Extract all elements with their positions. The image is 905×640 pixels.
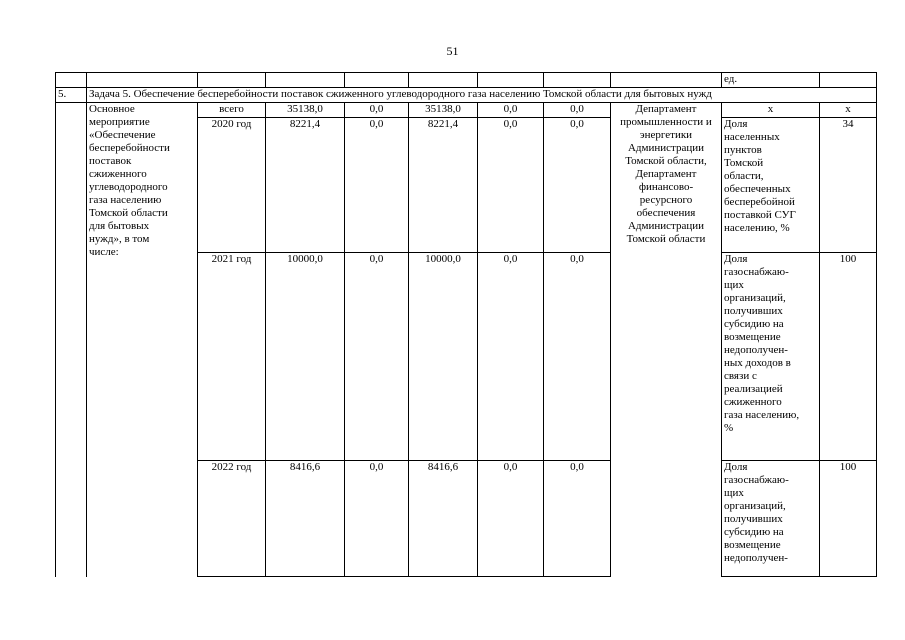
indicator-line: газоснабжаю-	[724, 474, 789, 486]
indicator-line: газа населению,	[724, 409, 800, 421]
indicator-line: %	[724, 422, 734, 434]
activity-name-line: Томской области	[89, 207, 168, 219]
activity-name-line: газа населению	[89, 194, 162, 206]
indicator-line: Доля	[724, 461, 748, 473]
executor-line: обеспечения	[636, 207, 696, 219]
page-number: 51	[446, 44, 459, 58]
other-cell: 0,0	[544, 253, 611, 461]
activity-name-line: нужд», в том	[89, 233, 150, 245]
indicator-line: газоснабжаю-	[724, 266, 789, 278]
total-cell: 35138,0	[266, 103, 345, 118]
activity-name-line: числе:	[89, 246, 119, 258]
federal-cell: 0,0	[345, 253, 409, 461]
indicator-line: связи с	[724, 370, 757, 382]
indicator-line: ных доходов в	[724, 357, 791, 369]
indicator-value: 100	[820, 461, 877, 577]
federal-cell: 0,0	[345, 103, 409, 118]
indicator-line: бесперебойной	[724, 196, 795, 208]
executor-line: финансово-	[638, 181, 694, 193]
indicator-line: получивших	[724, 305, 783, 317]
period-cell: 2021 год	[198, 253, 266, 461]
executor-line: энергетики	[639, 129, 693, 141]
total-cell: 8221,4	[266, 118, 345, 253]
indicator-value: 100	[820, 253, 877, 461]
executor-line: ресурсного	[639, 194, 693, 206]
executor-line: Администрации	[627, 220, 705, 232]
indicator-line: населению, %	[724, 222, 790, 234]
indicator-line: возмещение	[724, 331, 781, 343]
executor-line: Томской области	[626, 233, 706, 245]
regional-cell: 8221,4	[409, 118, 478, 253]
indicator-line: щих	[724, 279, 744, 291]
activity-name-line: поставок	[89, 155, 132, 167]
federal-cell: 0,0	[345, 118, 409, 253]
activity-name	[87, 103, 198, 577]
task-title: Задача 5. Обеспечение бесперебойности поставок сжиженного углеводородного газа населению Томской области для бытовых нужд	[87, 88, 877, 103]
indicator-name: х	[722, 103, 820, 118]
indicator-name	[722, 461, 820, 577]
executor-line: Департамент	[635, 168, 697, 180]
other-cell: 0,0	[544, 118, 611, 253]
indicator-line: реализацией	[724, 383, 783, 395]
indicator-line: пунктов	[724, 144, 762, 156]
indicator-line: субсидию на	[724, 526, 784, 538]
indicator-line: населенных	[724, 131, 780, 143]
regional-cell: 35138,0	[409, 103, 478, 118]
federal-cell: 0,0	[345, 461, 409, 577]
indicator-line: организаций,	[724, 292, 786, 304]
indicator-line: недополучен-	[724, 344, 788, 356]
program-table	[55, 72, 877, 577]
indicator-line: недополучен-	[724, 552, 788, 564]
indicator-value: 34	[820, 118, 877, 253]
executor-line: промышленности и	[620, 116, 712, 128]
indicator-line: возмещение	[724, 539, 781, 551]
period-cell: 2022 год	[198, 461, 266, 577]
indicator-line: сжиженного	[724, 396, 782, 408]
regional-cell: 8416,6	[409, 461, 478, 577]
executor-line: Департамент	[635, 103, 697, 115]
regional-cell: 10000,0	[409, 253, 478, 461]
indicator-line: области,	[724, 170, 764, 182]
activity-name-line: «Обеспечение	[89, 129, 156, 141]
local-cell: 0,0	[478, 118, 544, 253]
indicator-line: щих	[724, 487, 744, 499]
local-cell: 0,0	[478, 103, 544, 118]
indicator-line: поставкой СУГ	[724, 209, 796, 221]
task-number: 5.	[56, 88, 87, 103]
local-cell: 0,0	[478, 461, 544, 577]
activity-name-line: углеводородного	[89, 181, 168, 193]
indicator-value: х	[820, 103, 877, 118]
indicator-line: Доля	[724, 118, 748, 130]
activity-name-line: бесперебойности	[89, 142, 170, 154]
activity-name-line: Основное	[89, 103, 135, 115]
total-cell: 8416,6	[266, 461, 345, 577]
indicator-line: обеспеченных	[724, 183, 791, 195]
indicator-name	[722, 253, 820, 461]
other-cell: 0,0	[544, 103, 611, 118]
executor-line: Томской области,	[625, 155, 707, 167]
other-cell: 0,0	[544, 461, 611, 577]
data-row	[56, 103, 877, 118]
activity-name-line: мероприятие	[89, 116, 150, 128]
period-cell: всего	[198, 103, 266, 118]
period-cell: 2020 год	[198, 118, 266, 253]
activity-name-line: для бытовых	[89, 220, 150, 232]
header-tail-row	[56, 73, 877, 88]
total-cell: 10000,0	[266, 253, 345, 461]
indicator-line: получивших	[724, 513, 783, 525]
indicator-line: Доля	[724, 253, 748, 265]
indicator-line: Томской	[724, 157, 764, 169]
executor-line: Администрации	[627, 142, 705, 154]
local-cell: 0,0	[478, 253, 544, 461]
indicator-line: субсидию на	[724, 318, 784, 330]
activity-name-line: сжиженного	[89, 168, 147, 180]
task-row	[56, 88, 877, 103]
executor-cell	[611, 103, 722, 577]
indicator-line: организаций,	[724, 500, 786, 512]
indicator-name	[722, 118, 820, 253]
unit-fragment: ед.	[722, 73, 820, 88]
